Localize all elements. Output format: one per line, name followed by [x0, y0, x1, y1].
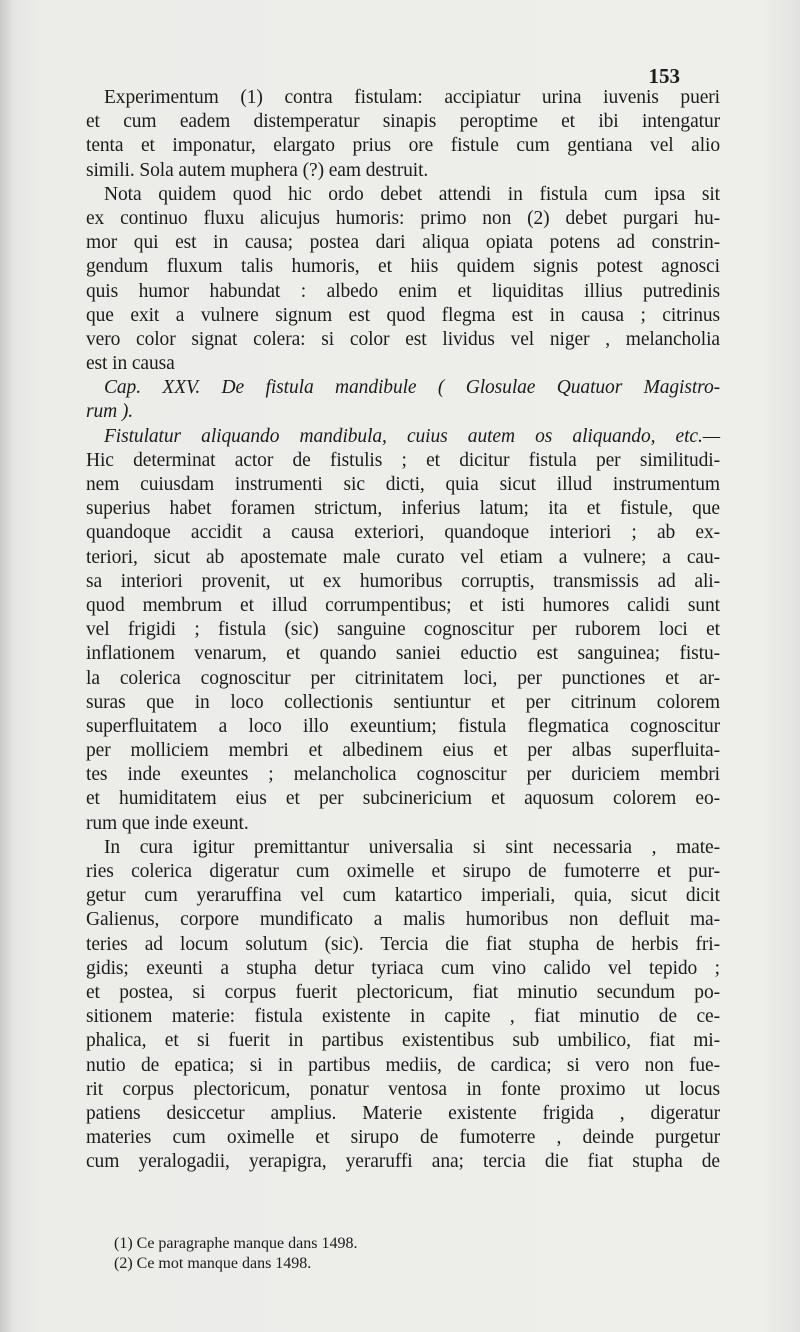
- text-line: tes inde exeuntes ; melancholica cognoscitur per duriciem membri: [86, 764, 720, 786]
- text-line: inflationem venarum, et quando saniei eductio est sanguinea; fistu-: [86, 643, 720, 665]
- text-line: sa interiori provenit, ut ex humoribus corruptis, transmissis ad ali-: [86, 570, 720, 592]
- body-text: [86, 86, 720, 1174]
- text-line: sitionem materie: fistula existente in capite , fiat minutio de ce-: [86, 1006, 720, 1028]
- text-line: In cura igitur premittantur universalia si sint necessaria , mate-: [104, 836, 720, 858]
- text-line: materies cum oximelle et sirupo de fumoterre , deinde purgetur: [86, 1127, 720, 1149]
- text-line: vero color signat colera: si color est lividus vel niger , melancholia: [86, 328, 720, 350]
- text-line: Hic determinat actor de fistulis ; et dicitur fistula per similitudi-: [86, 449, 720, 471]
- text-line: suras que in loco collectionis sentiuntur et per citrinum colorem: [86, 691, 720, 713]
- text-line: et cum eadem distemperatur sinapis peroptime et ibi intengatur: [86, 111, 720, 133]
- text-line: quod membrum et illud corrumpentibus; et isti humores calidi sunt: [86, 594, 720, 616]
- text-line: per molliciem membri et albedinem eius et per albas superfluita-: [86, 740, 720, 762]
- text-line: gidis; exeunti a stupha detur tyriaca cum vino calido vel tepido ;: [86, 957, 720, 979]
- text-line: getur cum yeraruffina vel cum katartico imperiali, quia, sicut dicit: [86, 885, 720, 907]
- text-line: cum yeralogadii, yerapigra, yeraruffi ana; tercia die fiat stupha de: [86, 1151, 720, 1173]
- text-line: teriori, sicut ab apostemate male curato vel etiam a vulnere; a cau-: [86, 546, 720, 568]
- text-line: tenta et imponatur, elargato prius ore fistule cum gentiana vel alio: [86, 135, 720, 157]
- footnote-1: (1) Ce paragraphe manque dans 1498.: [114, 1235, 358, 1252]
- text-line: ex continuo fluxu alicujus humoris: primo non (2) debet purgari hu-: [86, 207, 720, 229]
- text-line: teries ad locum solutum (sic). Tercia die fiat stupha de herbis fri-: [86, 933, 720, 955]
- text-line: nem cuiusdam instrumenti sic dicti, quia sicut illud instrumentum: [86, 474, 720, 495]
- text-line: Experimentum (1) contra fistulam: accipiatur urina iuvenis pueri: [104, 87, 720, 108]
- text-line: Fistulatur aliquando mandibula, cuius autem os aliquando, etc.—: [104, 425, 720, 447]
- text-line: rum que inde exeunt.: [86, 812, 249, 834]
- text-line: phalica, et si fuerit in partibus existentibus sub umbilico, fiat mi-: [86, 1030, 720, 1052]
- footnote-2: (2) Ce mot manque dans 1498.: [114, 1255, 312, 1272]
- text-line: rit corpus plectoricum, ponatur ventosa in fonte proximo ut locus: [86, 1078, 720, 1100]
- text-line: est in causa: [86, 353, 175, 375]
- text-line: la colerica cognoscitur per citrinitatem loci, per punctiones et ar-: [86, 667, 720, 689]
- page-number: 153: [648, 64, 680, 88]
- text-line: et humiditatem eius et per subcinericium et aquosum colorem eo-: [86, 788, 720, 810]
- text-line: quis humor habundat : albedo enim et liquiditas illius putredinis: [86, 280, 720, 302]
- footnotes: [114, 1234, 514, 1274]
- text-line: superfluitatem a loco illo exeuntium; fistula flegmatica cognoscitur: [86, 715, 720, 737]
- text-line: et postea, si corpus fuerit plectoricum, fiat minutio secundum po-: [86, 981, 720, 1003]
- text-line: gendum fluxum talis humoris, et hiis quidem signis potest agnosci: [86, 256, 720, 278]
- text-line: Galienus, corpore mundificato a malis humoribus non defluit ma-: [86, 909, 720, 931]
- text-line: simili. Sola autem muphera (?) eam destruit.: [86, 159, 429, 181]
- text-line: Cap. XXV. De fistula mandibule ( Glosulae Quatuor Magistro-: [104, 377, 720, 399]
- text-line: quandoque accidit a causa exteriori, quandoque interiori ; ab ex-: [86, 522, 720, 544]
- text-line: superius habet foramen strictum, inferius latum; ita et fistule, que: [86, 498, 720, 520]
- text-line: que exit a vulnere signum est quod flegma est in causa ; citrinus: [86, 304, 720, 326]
- text-line: Nota quidem quod hic ordo debet attendi in fistula cum ipsa sit: [104, 183, 720, 205]
- text-line: mor qui est in causa; postea dari aliqua opiata potens ad constrin-: [86, 232, 720, 254]
- text-line: vel frigidi ; fistula (sic) sanguine cognoscitur per ruborem loci et: [86, 619, 720, 641]
- text-line: ries colerica digeratur cum oximelle et sirupo de fumoterre et pur-: [86, 861, 720, 882]
- text-line: patiens desiccetur amplius. Materie existente frigida , digeratur: [86, 1102, 720, 1124]
- text-line: rum ).: [86, 401, 134, 423]
- text-line: nutio de epatica; si in partibus mediis, de cardica; si vero non fue-: [86, 1054, 720, 1076]
